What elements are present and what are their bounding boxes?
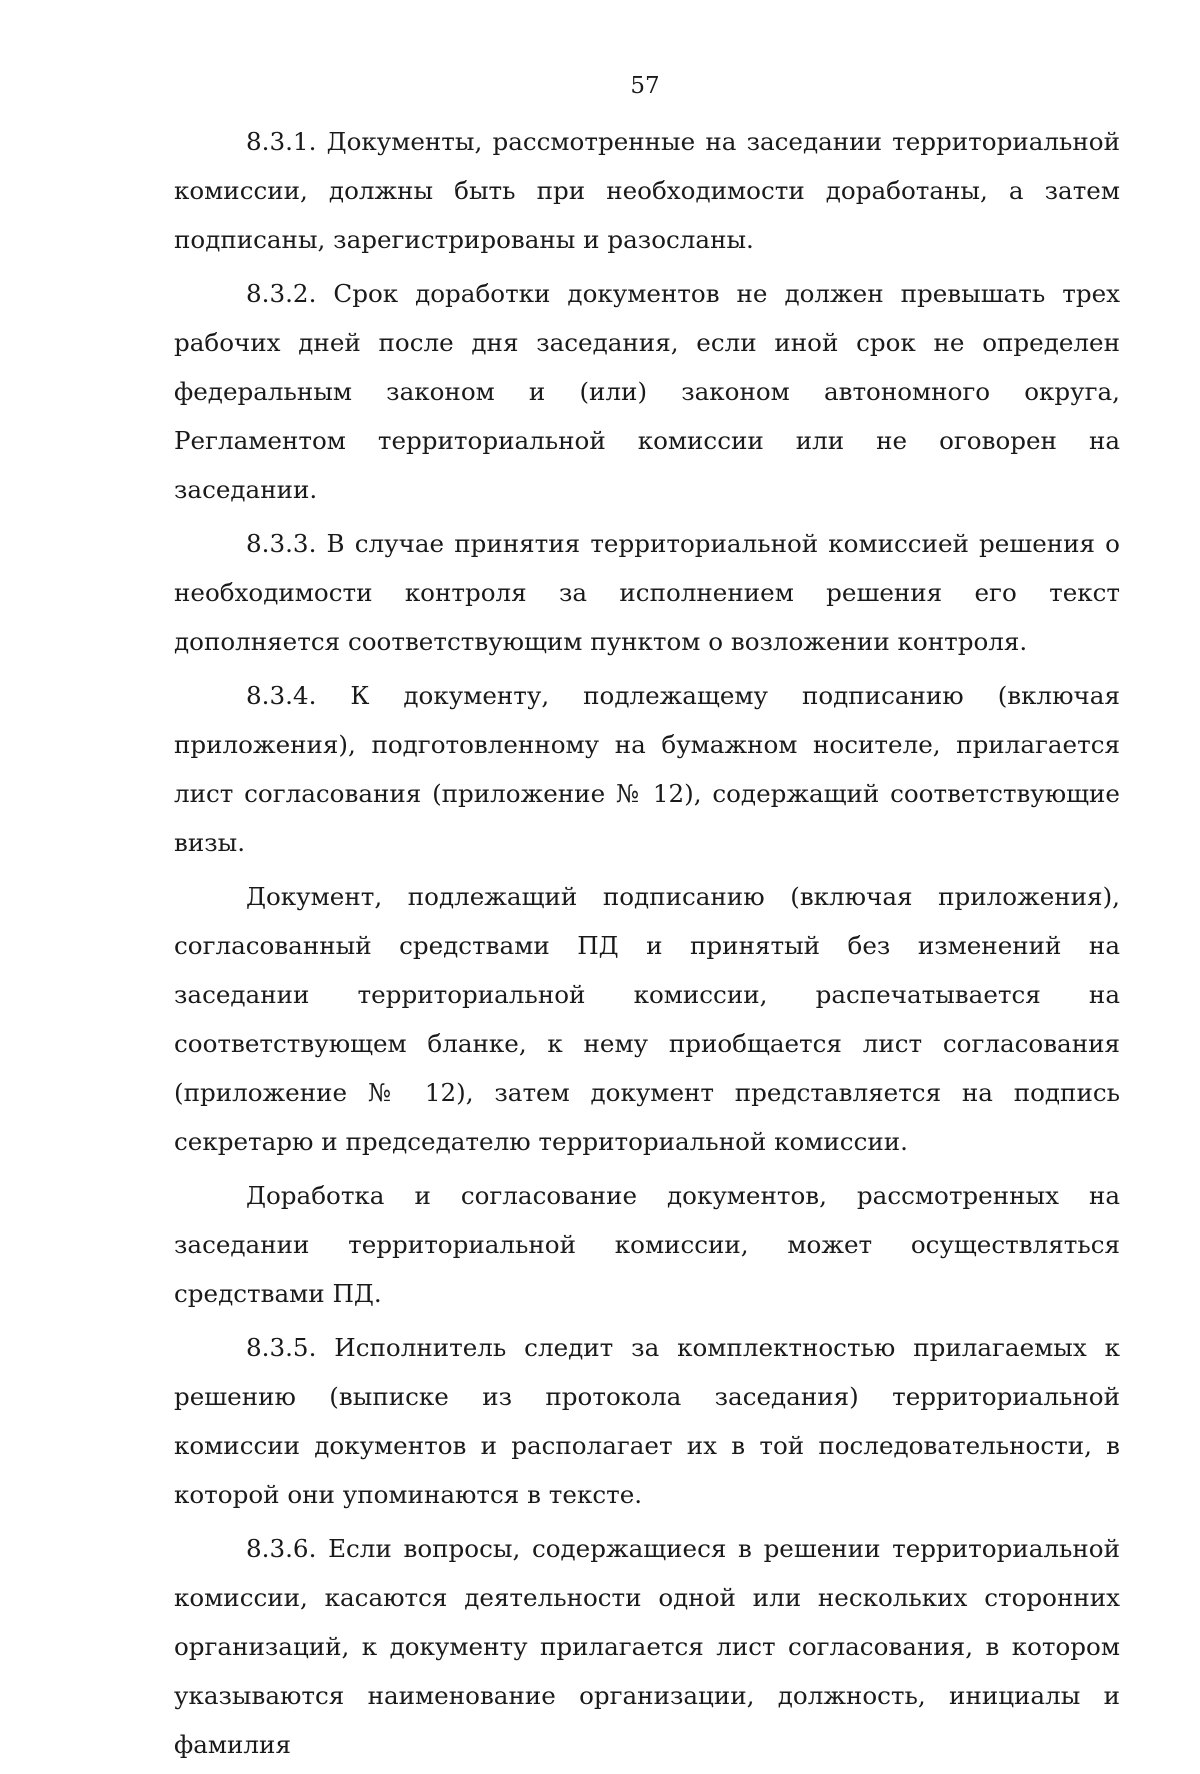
paragraph-8-3-4: 8.3.4. К документу, подлежащему подписанию (включая приложения), подготовленному на бумажном носителе, прилагается лист согласования (приложение № 12), содержащий соответствующие визы. — [174, 681, 1120, 857]
paragraph-document-signing: Документ, подлежащий подписанию (включая приложения), согласованный средствами ПД и принятый без изменений на заседании территориальной комиссии, распечатывается на соответствующем бланке, к нему приобщается лист согласования (приложение № 12), затем документ представляется на подпись секретарю и председателю территориальной комиссии. — [174, 882, 1120, 1156]
page-number: 57 — [630, 73, 660, 99]
paragraph-8-3-6: 8.3.6. Если вопросы, содержащиеся в решении территориальной комиссии, касаются деятельности одной или нескольких сторонних организаций, к документу прилагается лист согласования, в котором указываются наименование организации, должность, инициалы и фамилия — [174, 1534, 1120, 1759]
paragraph-8-3-5: 8.3.5. Исполнитель следит за комплектностью прилагаемых к решению (выписке из протокола заседания) территориальной комиссии документов и располагает их в той последовательности, в которой они упоминаются в тексте. — [174, 1333, 1120, 1509]
paragraph-8-3-1: 8.3.1. Документы, рассмотренные на заседании территориальной комиссии, должны быть при необходимости доработаны, а затем подписаны, зарегистрированы и разосланы. — [174, 127, 1120, 254]
document-body — [174, 117, 1120, 1774]
paragraph-revision-approval: Доработка и согласование документов, рассмотренных на заседании территориальной комиссии, может осуществляться средствами ПД. — [174, 1181, 1120, 1308]
paragraph-8-3-2: 8.3.2. Срок доработки документов не должен превышать трех рабочих дней после дня заседания, если иной срок не определен федеральным законом и (или) законом автономного округа, Регламентом территориальной комиссии или не оговорен на заседании. — [174, 279, 1120, 504]
paragraph-8-3-3: 8.3.3. В случае принятия территориальной комиссией решения о необходимости контроля за исполнением решения его текст дополняется соответствующим пунктом о возложении контроля. — [174, 529, 1120, 656]
